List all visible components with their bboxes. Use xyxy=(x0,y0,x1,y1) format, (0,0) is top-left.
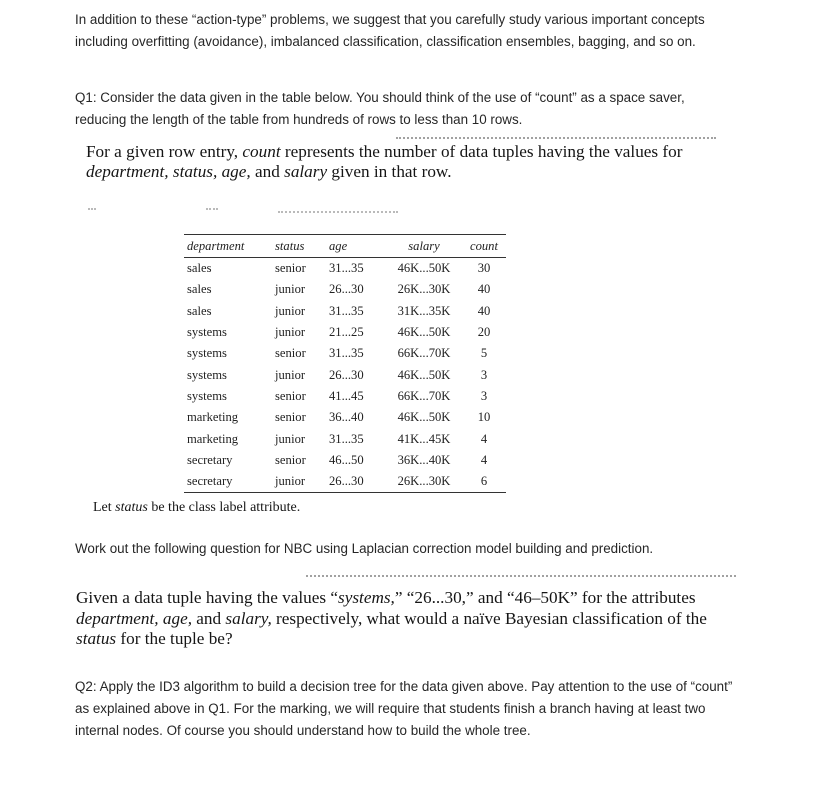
header-count: count xyxy=(466,235,506,258)
question-before: Given a data tuple having the values “ xyxy=(76,588,339,607)
cell-count: 4 xyxy=(480,431,488,446)
cell-salary: 31K...35K xyxy=(397,303,451,318)
cell-age: 31...35 xyxy=(329,346,364,361)
cell-department: systems xyxy=(187,346,227,361)
cell-age: 36...40 xyxy=(329,410,364,425)
question-after: for the tuple be? xyxy=(116,629,233,648)
cell-status: junior xyxy=(275,367,306,382)
cell-age: 41...45 xyxy=(329,388,364,403)
cell-department: sales xyxy=(187,282,212,297)
cell-count: 3 xyxy=(480,388,488,403)
table-row xyxy=(184,471,506,493)
cell-salary: 26K...30K xyxy=(397,282,451,297)
question-mid1: ” “26...30,” and “46–50K” for the attributes xyxy=(394,588,696,607)
cell-age: 31...35 xyxy=(329,261,364,276)
table-row xyxy=(184,258,506,280)
question-systems: systems, xyxy=(338,588,395,607)
definition-and: and xyxy=(250,162,285,181)
definition-salary-term: salary xyxy=(284,162,328,181)
cell-salary: 46K...50K xyxy=(397,325,451,340)
intro-paragraph: In addition to these “action-type” problems, we suggest that you carefully study various important concepts including overfitting (avoidance), imbalanced classification, classification ensembles, bagging, and so on. xyxy=(75,12,705,49)
table-row xyxy=(184,322,506,343)
table-row xyxy=(184,428,506,449)
cell-age: 46...50 xyxy=(329,452,364,467)
cell-age: 21...25 xyxy=(329,325,364,340)
scan-artifact-mark xyxy=(88,208,96,212)
cell-status: senior xyxy=(275,452,306,467)
definition-before: For a given row entry, xyxy=(86,142,243,161)
cell-salary: 46K...50K xyxy=(397,410,451,425)
scan-artifact-line xyxy=(396,137,716,142)
cell-status: senior xyxy=(275,261,306,276)
cell-department: systems xyxy=(187,367,227,382)
cell-status: junior xyxy=(272,471,326,493)
table-row xyxy=(184,407,506,428)
definition-count-term: count xyxy=(242,142,281,161)
table-row xyxy=(184,364,506,385)
cell-status: senior xyxy=(275,410,306,425)
cell-department: marketing xyxy=(187,410,239,425)
cell-salary: 66K...70K xyxy=(397,346,451,361)
cell-count: 4 xyxy=(480,452,488,467)
cell-count: 5 xyxy=(480,346,488,361)
cell-count: 40 xyxy=(477,303,491,318)
question-mid2: respectively, what would a naïve Bayesian classification of the xyxy=(271,608,707,628)
cell-salary: 46K...50K xyxy=(397,261,451,276)
table-row xyxy=(184,386,506,407)
cell-age: 26...30 xyxy=(329,282,364,297)
table-header-row xyxy=(184,235,506,258)
definition-attributes: department, status, age, xyxy=(86,162,251,181)
scan-artifact-mark xyxy=(206,208,218,212)
cell-age: 31...35 xyxy=(329,303,364,318)
scan-artifact-mark xyxy=(278,211,398,215)
header-age: age xyxy=(326,235,386,258)
definition-middle: represents the number of data tuples having the values for xyxy=(280,142,683,161)
nbc-question xyxy=(76,588,726,650)
cell-salary: 36K...40K xyxy=(397,452,451,467)
cell-department: sales xyxy=(187,261,212,276)
cell-status: junior xyxy=(275,303,306,318)
q1-paragraph: Q1: Consider the data given in the table below. You should think of the use of “count” as a space saver, reducing the length of the table from hundreds of rows to less than 10 rows. xyxy=(75,90,685,127)
table-row xyxy=(184,343,506,364)
definition-after: given in that row. xyxy=(327,162,452,181)
data-table-figure xyxy=(88,208,508,493)
cell-count: 40 xyxy=(477,282,491,297)
count-definition xyxy=(86,142,726,182)
cell-count: 3 xyxy=(480,367,488,382)
cell-salary: 26K...30K xyxy=(386,471,466,493)
cell-status: junior xyxy=(275,282,306,297)
question-and: and xyxy=(192,608,226,628)
scan-artifact-line xyxy=(306,575,736,580)
cell-salary: 66K...70K xyxy=(397,388,451,403)
cell-department: systems xyxy=(187,388,227,403)
cell-department: systems xyxy=(187,325,227,340)
cell-count: 30 xyxy=(477,261,491,276)
cell-status: senior xyxy=(275,388,306,403)
cell-status: senior xyxy=(275,346,306,361)
cell-age: 26...30 xyxy=(326,471,386,493)
label-note-before: Let xyxy=(93,500,116,515)
cell-status: junior xyxy=(275,325,306,340)
cell-count: 6 xyxy=(466,471,506,493)
label-note-status-term: status xyxy=(115,500,148,515)
question-department-age: department, age, xyxy=(76,608,192,628)
data-table xyxy=(184,234,506,493)
header-salary: salary xyxy=(386,235,466,258)
question-salary: salary, xyxy=(225,608,272,628)
cell-department: sales xyxy=(187,303,212,318)
header-status: status xyxy=(272,235,326,258)
cell-count: 10 xyxy=(477,410,491,425)
cell-department: secretary xyxy=(187,452,233,467)
nbc-instruction: Work out the following question for NBC using Laplacian correction model building and prediction. xyxy=(75,541,654,556)
cell-salary: 46K...50K xyxy=(397,367,451,382)
question-status: status xyxy=(76,629,117,648)
header-department: department xyxy=(184,235,272,258)
table-row xyxy=(184,450,506,471)
cell-salary: 41K...45K xyxy=(397,431,451,446)
table-row xyxy=(184,279,506,300)
cell-department: marketing xyxy=(187,431,239,446)
class-label-note xyxy=(93,498,753,518)
table-row xyxy=(184,301,506,322)
cell-count: 20 xyxy=(477,325,491,340)
cell-age: 31...35 xyxy=(329,431,364,446)
cell-status: junior xyxy=(275,431,306,446)
q2-paragraph: Q2: Apply the ID3 algorithm to build a decision tree for the data given above. Pay attention to the use of “count” as explained above in Q1. For the marking, we will require that students finish a branch having at least two internal nodes. Of course you should understand how to build the whole tree. xyxy=(75,679,733,738)
cell-department: secretary xyxy=(184,471,272,493)
cell-age: 26...30 xyxy=(329,367,364,382)
label-note-after: be the class label attribute. xyxy=(147,500,301,515)
